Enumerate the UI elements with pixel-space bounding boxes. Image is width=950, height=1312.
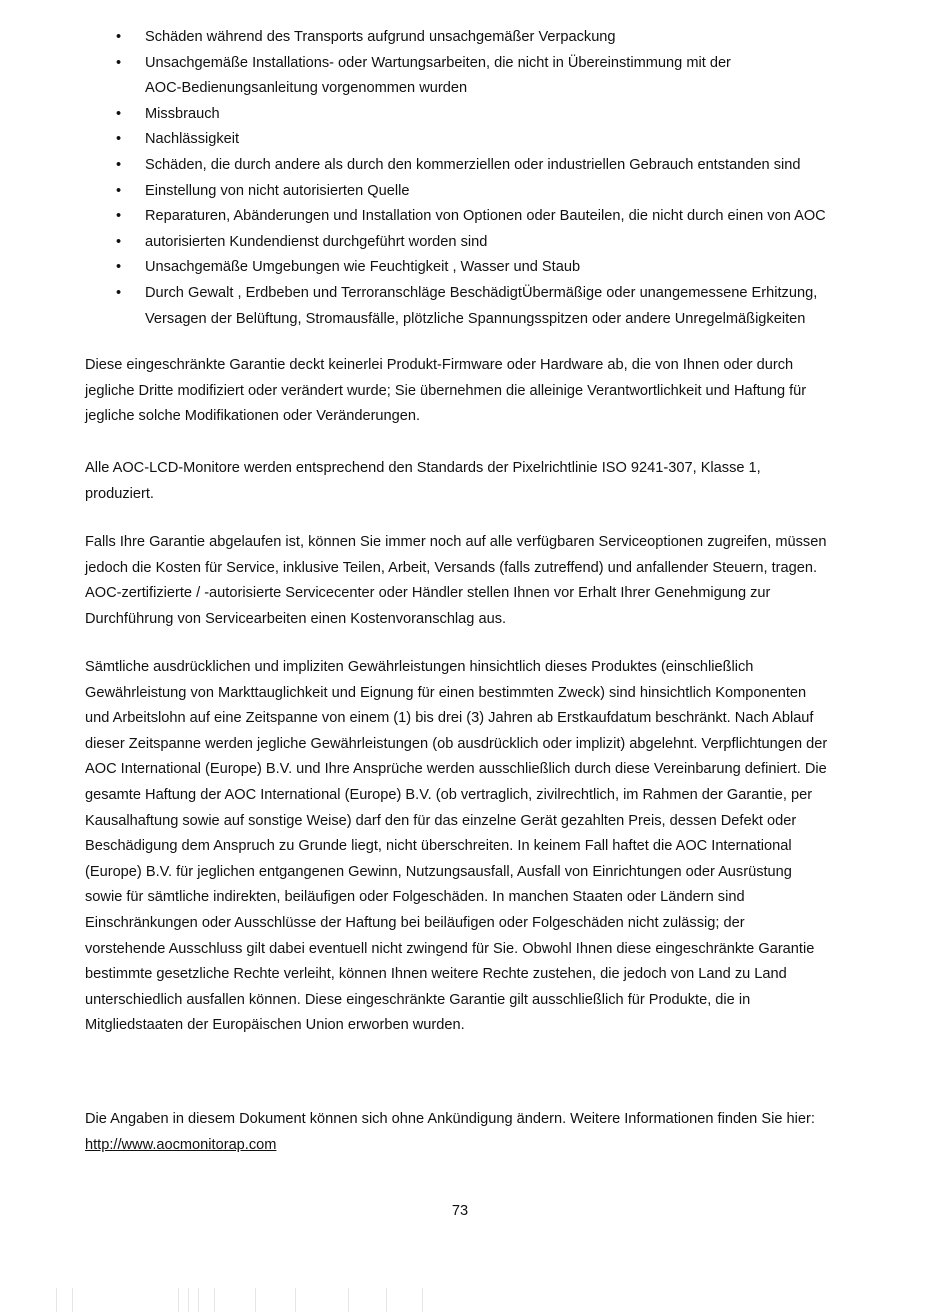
paragraph-line: produziert. (85, 485, 154, 502)
list-item-text (145, 255, 845, 281)
scan-artifact-line (255, 1288, 256, 1312)
list-item (114, 204, 854, 230)
paragraph-line: dieser Zeitspanne werden jegliche Gewährleistungen (ob ausdrücklich oder implizit) abgelehnt. Verpflichtungen der (85, 735, 828, 752)
bullet-marker: • (116, 105, 122, 122)
list-item-line: Nachlässigkeit (145, 131, 240, 148)
scan-artifact-line (386, 1288, 387, 1312)
bullet-marker: • (116, 208, 122, 225)
bullet-marker: • (116, 233, 122, 250)
bullet-marker: • (116, 29, 122, 45)
list-item-line: Schäden, die durch andere als durch den kommerziellen oder industriellen Gebrauch entstanden sind (145, 156, 801, 173)
list-item-line: Reparaturen, Abänderungen und Installation von Optionen oder Bauteilen, die nicht durch einen von AOC (145, 208, 826, 225)
list-item (114, 179, 854, 205)
paragraph-firmware (85, 353, 855, 430)
list-item-line: Unsachgemäße Umgebungen wie Feuchtigkeit , Wasser und Staub (145, 259, 581, 276)
paragraph-line: AOC International (Europe) B.V. und Ihre Ansprüche werden ausschließlich durch diese Vereinbarung definiert. Die (85, 761, 827, 778)
list-item-line: AOC-Bedienungsanleitung vorgenommen wurden (145, 80, 468, 97)
list-item (114, 281, 854, 332)
notice-block (85, 1107, 855, 1158)
list-item-text (145, 204, 845, 230)
paragraph-line: Sämtliche ausdrücklichen und impliziten Gewährleistungen hinsichtlich dieses Produktes (einschließlich (85, 659, 754, 675)
paragraph-line: Gewährleistung von Markttauglichkeit und Eignung für einen bestimmten Zweck) sind hinsichtlich Komponenten (85, 684, 807, 701)
aoc-website-link[interactable]: http://www.aocmonitorap.com (85, 1136, 277, 1153)
scan-artifact-line (348, 1288, 349, 1312)
paragraph-line: bestimmte gesetzliche Rechte verleiht, können Ihnen weitere Rechte zustehen, die jedoch von Land zu Land (85, 966, 787, 983)
list-item-text (145, 102, 845, 128)
paragraph-line: und Arbeitslohn auf eine Zeitspanne von einem (1) bis drei (3) Jahren ab Erstkaufdatum beschränkt. Nach Ablauf (85, 710, 814, 727)
paragraph-liability (85, 655, 855, 1039)
list-item-line: Missbrauch (145, 105, 220, 122)
list-item-line: Unsachgemäße Installations- oder Wartungsarbeiten, die nicht in Übereinstimmung mit der (145, 54, 731, 71)
list-item-text (145, 179, 845, 205)
scan-artifact-line (198, 1288, 199, 1312)
list-item-line: autorisierten Kundendienst durchgeführt worden sind (145, 233, 488, 250)
scan-artifact-line (72, 1288, 73, 1312)
paragraph-line: Einschränkungen oder Ausschlüsse der Haftung bei beiläufigen oder Folgeschäden nicht zulässig; der (85, 914, 745, 931)
paragraph-line: AOC-zertifizierte / -autorisierte Servicecenter oder Händler stellen Ihnen vor Erhalt Ihrer Genehmigung zur (85, 585, 771, 602)
paragraph-pixel-standard (85, 456, 855, 507)
list-item (114, 127, 854, 153)
paragraph-line: Alle AOC-LCD-Monitore werden entsprechend den Standards der Pixelrichtlinie ISO 9241-307, Klasse 1, (85, 460, 761, 476)
list-item-text (145, 51, 845, 102)
bullet-marker: • (116, 284, 122, 301)
bullet-marker: • (116, 131, 122, 148)
scan-artifact-line (188, 1288, 189, 1312)
bullet-marker: • (116, 156, 122, 173)
list-item (114, 102, 854, 128)
list-item-text (145, 153, 845, 179)
list-item-text (145, 25, 845, 51)
list-item-text (145, 127, 845, 153)
paragraph-line: jegliche Dritte modifiziert oder verändert wurde; Sie übernehmen die alleinige Verantwortlichkeit und Haftung für (85, 382, 807, 399)
bullet-marker: • (116, 54, 122, 71)
scan-artifact-line (295, 1288, 296, 1312)
paragraph-line: Mitgliedstaaten der Europäischen Union erworben wurden. (85, 1017, 465, 1034)
list-item (114, 255, 854, 281)
paragraph-line: Beschädigung dem Anspruch zu Grunde liegt, nicht überschreiten. In keinem Fall haftet die AOC International (85, 838, 792, 855)
scan-artifact-line (56, 1288, 57, 1312)
paragraph-line: Falls Ihre Garantie abgelaufen ist, können Sie immer noch auf alle verfügbaren Serviceoptionen zugreifen, müssen (85, 534, 827, 550)
paragraph-line: sowie für sämtliche indirekten, beiläufigen oder Folgeschäden. In manchen Staaten oder Ländern sind (85, 889, 745, 906)
scan-artifact-line (178, 1288, 179, 1312)
scan-artifact-line (214, 1288, 215, 1312)
list-item (114, 51, 854, 102)
bullet-marker: • (116, 259, 122, 276)
paragraph-line: Kausalhaftung sowie auf sonstige Weise) darf den für das einzelne Gerät gezahlten Preis, dessen Defekt oder (85, 812, 797, 829)
list-item-text (145, 281, 845, 332)
paragraph-line: Diese eingeschränkte Garantie deckt keinerlei Produkt-Firmware oder Hardware ab, die von Ihnen oder durch (85, 357, 794, 373)
paragraph-line: jedoch die Kosten für Service, inklusive Teilen, Arbeit, Versands (falls zutreffend) und anfallender Steuern, tragen. (85, 559, 818, 576)
paragraph-line: jegliche solche Modifikationen oder Veränderungen. (85, 408, 421, 425)
notice-text: Die Angaben in diesem Dokument können sich ohne Ankündigung ändern. Weitere Informationen finden Sie hier: (85, 1111, 815, 1127)
list-item (114, 153, 854, 179)
list-item-line: Versagen der Belüftung, Stromausfälle, plötzliche Spannungsspitzen oder andere Unregelmäßigkeiten (145, 310, 806, 327)
paragraph-expired-warranty (85, 530, 855, 632)
list-item-line: Schäden während des Transports aufgrund unsachgemäßer Verpackung (145, 29, 616, 45)
paragraph-line: unterschiedlich ausfallen können. Diese eingeschränkte Garantie gilt ausschließlich für Produkte, die in (85, 991, 751, 1008)
scan-artifact-line (422, 1288, 423, 1312)
list-item-line: Durch Gewalt , Erdbeben und Terroranschläge BeschädigtÜbermäßige oder unangemessene Erhitzung, (145, 284, 818, 301)
page-number: 73 (451, 1203, 469, 1219)
bullet-marker: • (116, 182, 122, 199)
paragraph-line: vorstehende Ausschluss gilt dabei eventuell nicht zwingend für Sie. Obwohl Ihnen diese eingeschränkte Garantie (85, 940, 815, 957)
paragraph-line: Durchführung von Servicearbeiten einen Kostenvoranschlag aus. (85, 610, 507, 627)
paragraph-line: (Europe) B.V. für jeglichen entgangenen Gewinn, Nutzungsausfall, Ausfall von Einrichtungen oder Ausrüstung (85, 863, 792, 880)
paragraph-line: gesamte Haftung der AOC International (Europe) B.V. (ob vertraglich, zivilrechtlich, im Rahmen der Garantie, per (85, 786, 813, 803)
list-item (114, 25, 854, 51)
list-item-line: Einstellung von nicht autorisierten Quelle (145, 182, 410, 199)
list-item-text (145, 230, 845, 256)
exclusion-list (114, 25, 854, 332)
list-item (114, 230, 854, 256)
